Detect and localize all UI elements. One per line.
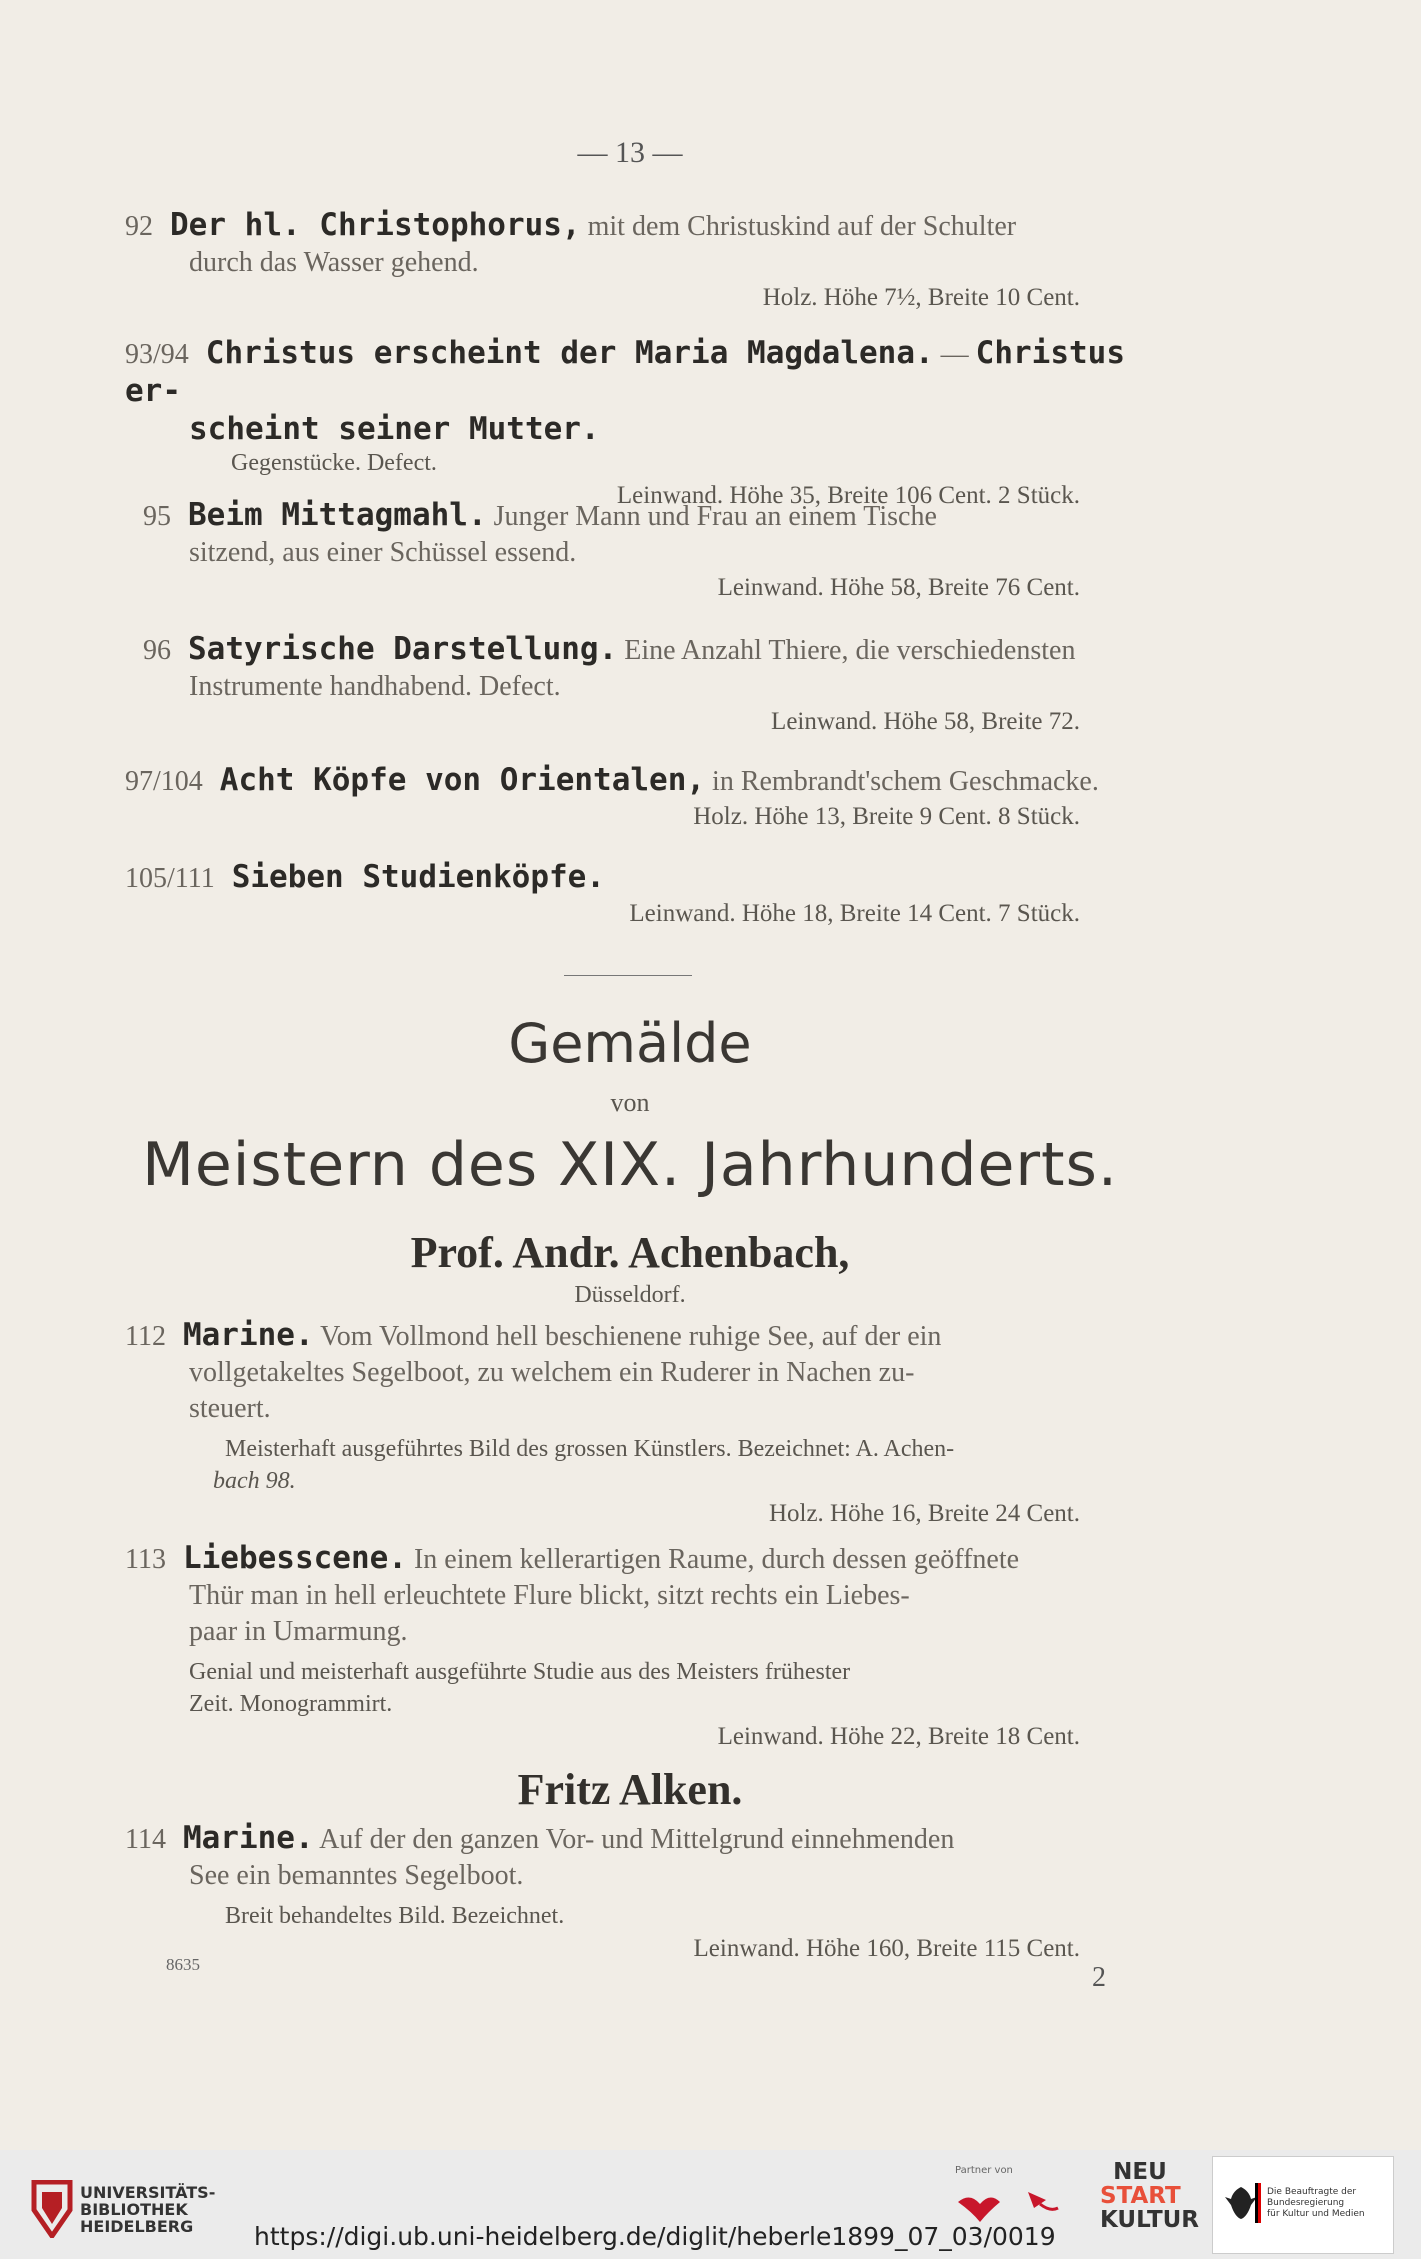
catalog-entry-95 (125, 497, 1135, 605)
catalog-entry-112 (125, 1317, 1135, 1531)
catalog-entry-105-111 (125, 859, 1135, 931)
entry-description-cont2: paar in Umarmung. (189, 1616, 408, 1647)
entry-dimensions: Holz. Höhe 16, Breite 24 Cent. (768, 1500, 1080, 1527)
entry-title: Marine. (182, 1317, 314, 1353)
entry-description-cont2: steuert. (189, 1393, 271, 1424)
viewer-footer (0, 2150, 1421, 2259)
entry-number: 92 (125, 211, 153, 242)
entry-title-cont: scheint seiner Mutter. (189, 411, 600, 447)
catalog-entry-114 (125, 1820, 1135, 1966)
entry-description-cont: Instrumente handhabend. Defect. (189, 671, 561, 702)
entry-title: Marine. (182, 1820, 314, 1856)
entry-number: 93/94 (125, 339, 189, 370)
catalog-entry-96 (125, 631, 1135, 739)
entry-number: 105/111 (125, 863, 215, 894)
neustart-kultur-logo: NEU START KULTUR (1100, 2159, 1200, 2233)
catalog-entry-92 (125, 207, 1135, 315)
entry-title: Sieben Studienköpfe. (231, 859, 605, 895)
entry-description-cont: See ein bemanntes Segelboot. (189, 1860, 524, 1891)
entry-dimensions: Leinwand. Höhe 18, Breite 14 Cent. 7 Stück. (629, 900, 1080, 927)
entry-dimensions: Leinwand. Höhe 58, Breite 72. (771, 708, 1080, 735)
bkm-logo (1212, 2156, 1394, 2254)
entry-number: 97/104 (125, 766, 203, 797)
entry-dimensions: Leinwand. Höhe 22, Breite 18 Cent. (717, 1723, 1080, 1750)
entry-description: Eine Anzahl Thiere, die verschiedensten (624, 635, 1076, 666)
entry-description-cont: durch das Wasser gehend. (189, 247, 479, 278)
ub-heidelberg-icon (30, 2180, 74, 2238)
library-name: UNIVERSITÄTS- BIBLIOTHEK HEIDELBERG (80, 2183, 216, 2236)
artist-name-alken: Fritz Alken. (517, 1765, 743, 1814)
entry-title: Christus erscheint der Maria Magdalena. (205, 335, 934, 371)
entry-note: Breit behandeltes Bild. Bezeichnet. (225, 1903, 565, 1929)
printer-signature-mark: 8635 (166, 1955, 200, 1974)
entry-description-cont: sitzend, aus einer Schüssel essend. (189, 537, 577, 568)
entry-title: Satyrische Darstellung. (188, 631, 618, 667)
catalog-entry-93-94 (125, 335, 1135, 513)
sheet-number: 2 (1092, 1962, 1106, 1993)
entry-number: 95 (143, 501, 171, 532)
catalog-entry-113 (125, 1540, 1135, 1754)
entry-title: Liebesscene. (182, 1540, 407, 1576)
entry-number: 112 (125, 1321, 166, 1352)
artist-name-achenbach: Prof. Andr. Achenbach, (410, 1228, 850, 1277)
entry-title: Acht Köpfe von Orientalen, (219, 762, 706, 798)
document-url[interactable]: https://digi.ub.uni-heidelberg.de/diglit/heberle1899_07_03/0019 (254, 2222, 1056, 2251)
entry-description: mit dem Christuskind auf der Schulter (587, 211, 1017, 242)
catalog-entry-97-104 (125, 762, 1135, 834)
entry-description: Auf der den ganzen Vor- und Mittelgrund einnehmenden (319, 1824, 955, 1855)
section-divider (564, 975, 692, 976)
entry-title: Beim Mittagmahl. (188, 497, 487, 533)
entry-dimensions: Holz. Höhe 7½, Breite 10 Cent. (762, 284, 1080, 311)
entry-note: Meisterhaft ausgeführtes Bild des grossen Künstlers. Bezeichnet: A. Achen- (225, 1436, 955, 1462)
entry-dimensions: Holz. Höhe 13, Breite 9 Cent. 8 Stück. (693, 803, 1080, 830)
entry-note-cont: bach 98. (213, 1468, 296, 1494)
entry-title: Der hl. Christophorus, (170, 207, 581, 243)
entry-number: 96 (143, 635, 171, 666)
entry-description: in Rembrandt'schem Geschmacke. (712, 766, 1099, 797)
page-number: — 13 — (577, 136, 683, 169)
section-von: von (610, 1088, 650, 1117)
artist-city: Düsseldorf. (574, 1282, 686, 1308)
entry-description-cont: Thür man in hell erleuchtete Flure blickt, sitzt rechts ein Liebes- (189, 1580, 910, 1611)
dnb-logo (950, 2182, 1080, 2242)
section-subheading: Meistern des XIX. Jahrhunderts. (142, 1130, 1118, 1200)
entry-description: In einem kellerartigen Raume, durch dessen geöffnete (413, 1544, 1020, 1575)
entry-note-cont: Zeit. Monogrammirt. (189, 1691, 393, 1717)
entry-title-second: Christus er- (125, 335, 1125, 409)
entry-description-cont: vollgetakeltes Segelboot, zu welchem ein Ruderer in Nachen zu- (189, 1357, 915, 1388)
entry-description: Junger Mann und Frau an einem Tische (493, 501, 937, 532)
flag-stripe-red (1258, 2183, 1261, 2223)
entry-note: Genial und meisterhaft ausgeführte Studie aus des Meisters frühester (189, 1659, 851, 1685)
entry-note: Gegenstücke. Defect. (231, 450, 437, 476)
partner-label: Partner von (955, 2165, 1013, 2176)
entry-dimensions: Leinwand. Höhe 58, Breite 76 Cent. (717, 574, 1080, 601)
bkm-text: Die Beauftragte der Bundesregierung für Kultur und Medien (1267, 2187, 1365, 2219)
entry-title-separator: — (933, 339, 976, 370)
entry-description: Vom Vollmond hell beschienene ruhige See, auf der ein (320, 1321, 942, 1352)
dnb-icon (950, 2182, 1080, 2242)
entry-number: 113 (125, 1544, 166, 1575)
entry-dimensions: Leinwand. Höhe 35, Breite 106 Cent. 2 Stück. (616, 482, 1080, 509)
entry-number: 114 (125, 1824, 166, 1855)
entry-dimensions: Leinwand. Höhe 160, Breite 115 Cent. (693, 1935, 1080, 1962)
section-heading: Gemälde (508, 1012, 752, 1075)
